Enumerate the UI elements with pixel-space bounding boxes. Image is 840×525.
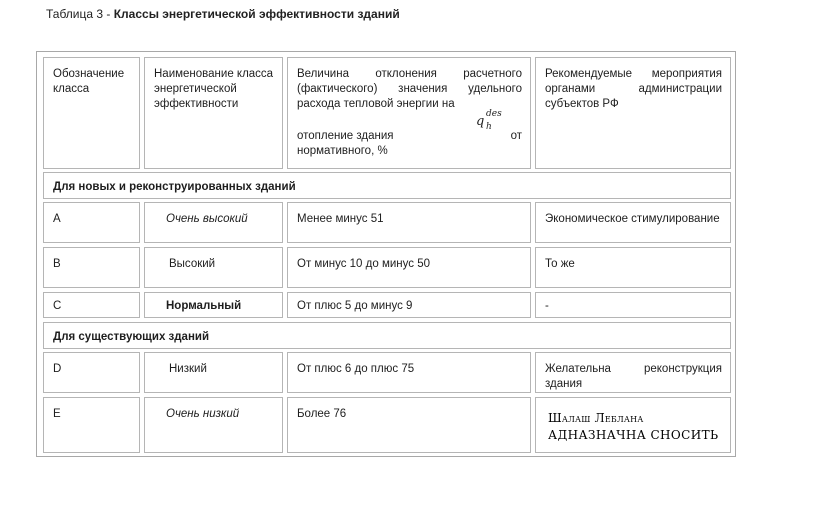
row-b-measure — [535, 247, 731, 288]
header-deviation-text-2: отопление здания — [297, 130, 394, 142]
row-b-code — [43, 247, 140, 288]
table-caption — [46, 7, 400, 21]
row-d-code — [43, 352, 140, 393]
formula-symbol: q — [476, 114, 485, 129]
row-c-measure — [535, 292, 731, 318]
row-c-deviation — [287, 292, 531, 318]
row-c-deviation-text: От плюс 5 до минус 9 — [297, 300, 413, 312]
section-new-buildings — [43, 172, 731, 199]
row-a-measure — [535, 202, 731, 243]
row-d-measure-text: Желательна реконструкция здания — [545, 363, 722, 390]
row-e-name — [144, 397, 283, 453]
row-b-name — [144, 247, 283, 288]
row-d-name — [144, 352, 283, 393]
row-d-measure — [535, 352, 731, 393]
row-b-deviation — [287, 247, 531, 288]
row-c-code-text: C — [53, 300, 62, 312]
header-class-code — [43, 57, 140, 169]
row-e-name-text: Очень низкий — [166, 408, 240, 420]
row-a-deviation — [287, 202, 531, 243]
header-class-name-text: Наименование класса энергетической эффективности — [154, 68, 274, 110]
row-a-measure-text: Экономическое стимулирование — [545, 213, 720, 225]
row-d-code-text: D — [53, 363, 62, 375]
header-deviation-text-4: нормативного, % — [297, 145, 388, 157]
header-measures — [535, 57, 731, 169]
row-a-deviation-text: Менее минус 51 — [297, 213, 384, 225]
formula-superscript: des — [486, 109, 502, 119]
row-a-name — [144, 202, 283, 243]
row-e-code — [43, 397, 140, 453]
row-c-measure-text: - — [545, 300, 549, 312]
row-e-deviation-text: Более 76 — [297, 408, 347, 420]
row-c-code — [43, 292, 140, 318]
row-e-measure-line-1: Шалаш Леблана — [548, 411, 644, 425]
row-e-measure-line-2: АДНАЗНАЧНА СНОСИТЬ — [548, 428, 719, 442]
row-b-code-text: B — [53, 258, 61, 270]
caption-title: Классы энергетической эффективности зданий — [113, 7, 400, 21]
caption-prefix: Таблица 3 - — [46, 7, 114, 21]
row-c-name — [144, 292, 283, 318]
row-e-code-text: E — [53, 408, 61, 420]
row-d-deviation — [287, 352, 531, 393]
header-class-name — [144, 57, 283, 169]
row-b-measure-text: То же — [545, 258, 575, 270]
row-a-code — [43, 202, 140, 243]
row-b-name-text: Высокий — [169, 258, 216, 270]
header-deviation-text-1: Величина отклонения расчетного (фактического) значения удельного расхода тепловой энергии на — [297, 68, 522, 110]
section-existing-buildings — [43, 322, 731, 349]
row-e-measure — [535, 397, 731, 453]
row-a-code-text: A — [53, 213, 61, 225]
row-a-name-text: Очень высокий — [166, 213, 248, 225]
row-c-name-text: Нормальный — [166, 300, 242, 312]
header-deviation-text-3: от — [510, 130, 522, 142]
header-class-code-text: Обозначение класса — [53, 68, 125, 95]
row-b-deviation-text: От минус 10 до минус 50 — [297, 258, 430, 270]
formula-subscript: h — [486, 122, 492, 132]
row-d-name-text: Низкий — [169, 363, 207, 375]
header-deviation-line — [297, 129, 522, 144]
row-e-deviation — [287, 397, 531, 453]
header-measures-text: Рекомендуемые мероприятия органами администрации субъектов РФ — [545, 68, 722, 110]
header-deviation — [287, 57, 531, 169]
row-d-deviation-text: От плюс 6 до плюс 75 — [297, 363, 415, 375]
section-new-text: Для новых и реконструированных зданий — [53, 181, 296, 193]
section-existing-text: Для существующих зданий — [53, 331, 210, 343]
energy-class-table — [36, 51, 736, 457]
